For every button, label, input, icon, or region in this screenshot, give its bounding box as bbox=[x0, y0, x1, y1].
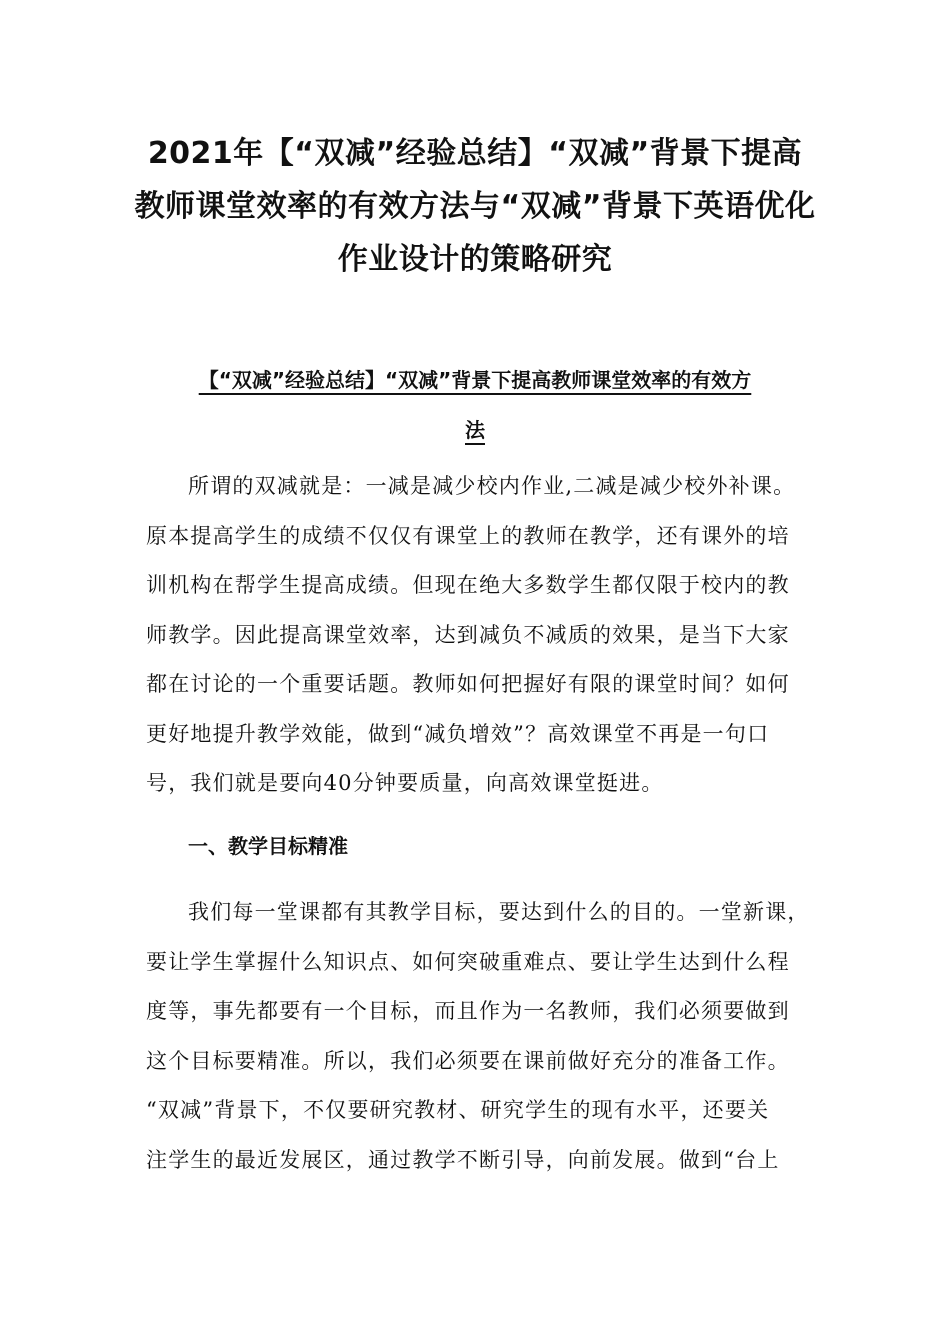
section-title-line: 【“双减”经验总结】“双减”背景下提高教师课堂效率的有效方 bbox=[198, 368, 752, 392]
paragraph-line: 更好地提升教学效能，做到“减负增效”？高效课堂不再是一句口 bbox=[146, 721, 770, 746]
intro-paragraph bbox=[146, 462, 826, 809]
document-title bbox=[110, 127, 840, 286]
paragraph-line: 号，我们就是要向40分钟要质量，向高效课堂挺进。 bbox=[146, 771, 664, 795]
title-line: 教师课堂效率的有效方法与“双减”背景下英语优化 bbox=[134, 189, 816, 224]
title-line: 2021年【“双减”经验总结】“双减”背景下提高 bbox=[147, 136, 803, 171]
section-title bbox=[110, 355, 840, 455]
paragraph-line: 我们每一堂课都有其教学目标，要达到什么的目的。一堂新课， bbox=[188, 900, 810, 924]
paragraph-line: 师教学。因此提高课堂效率，达到减负不减质的效果，是当下大家 bbox=[146, 622, 790, 647]
title-line: 作业设计的策略研究 bbox=[337, 242, 613, 277]
paragraph-line: 注学生的最近发展区，通过教学不断引导，向前发展。做到“台上 bbox=[146, 1147, 780, 1172]
paragraph-line: 这个目标要精准。所以，我们必须要在课前做好充分的准备工作。 bbox=[146, 1048, 790, 1073]
paragraph-line: 所谓的双减就是：一减是减少校内作业,二减是减少校外补课。 bbox=[188, 474, 796, 498]
paragraph-line: “双减”背景下，不仅要研究教材、研究学生的现有水平，还要关 bbox=[146, 1098, 770, 1122]
paragraph-line: 原本提高学生的成绩不仅仅有课堂上的教师在教学，还有课外的培 bbox=[146, 523, 790, 548]
body-paragraph bbox=[146, 888, 826, 1185]
section-heading: 一、教学目标精准 bbox=[188, 834, 348, 858]
section-title-line: 法 bbox=[465, 418, 485, 442]
paragraph-line: 度等，事先都要有一个目标，而且作为一名教师，我们必须要做到 bbox=[146, 999, 790, 1023]
paragraph-line: 训机构在帮学生提高成绩。但现在绝大多数学生都仅限于校内的教 bbox=[146, 573, 790, 597]
paragraph-line: 要让学生掌握什么知识点、如何突破重难点、要让学生达到什么程 bbox=[146, 949, 790, 974]
paragraph-line: 都在讨论的一个重要话题。教师如何把握好有限的课堂时间？如何 bbox=[146, 672, 790, 696]
